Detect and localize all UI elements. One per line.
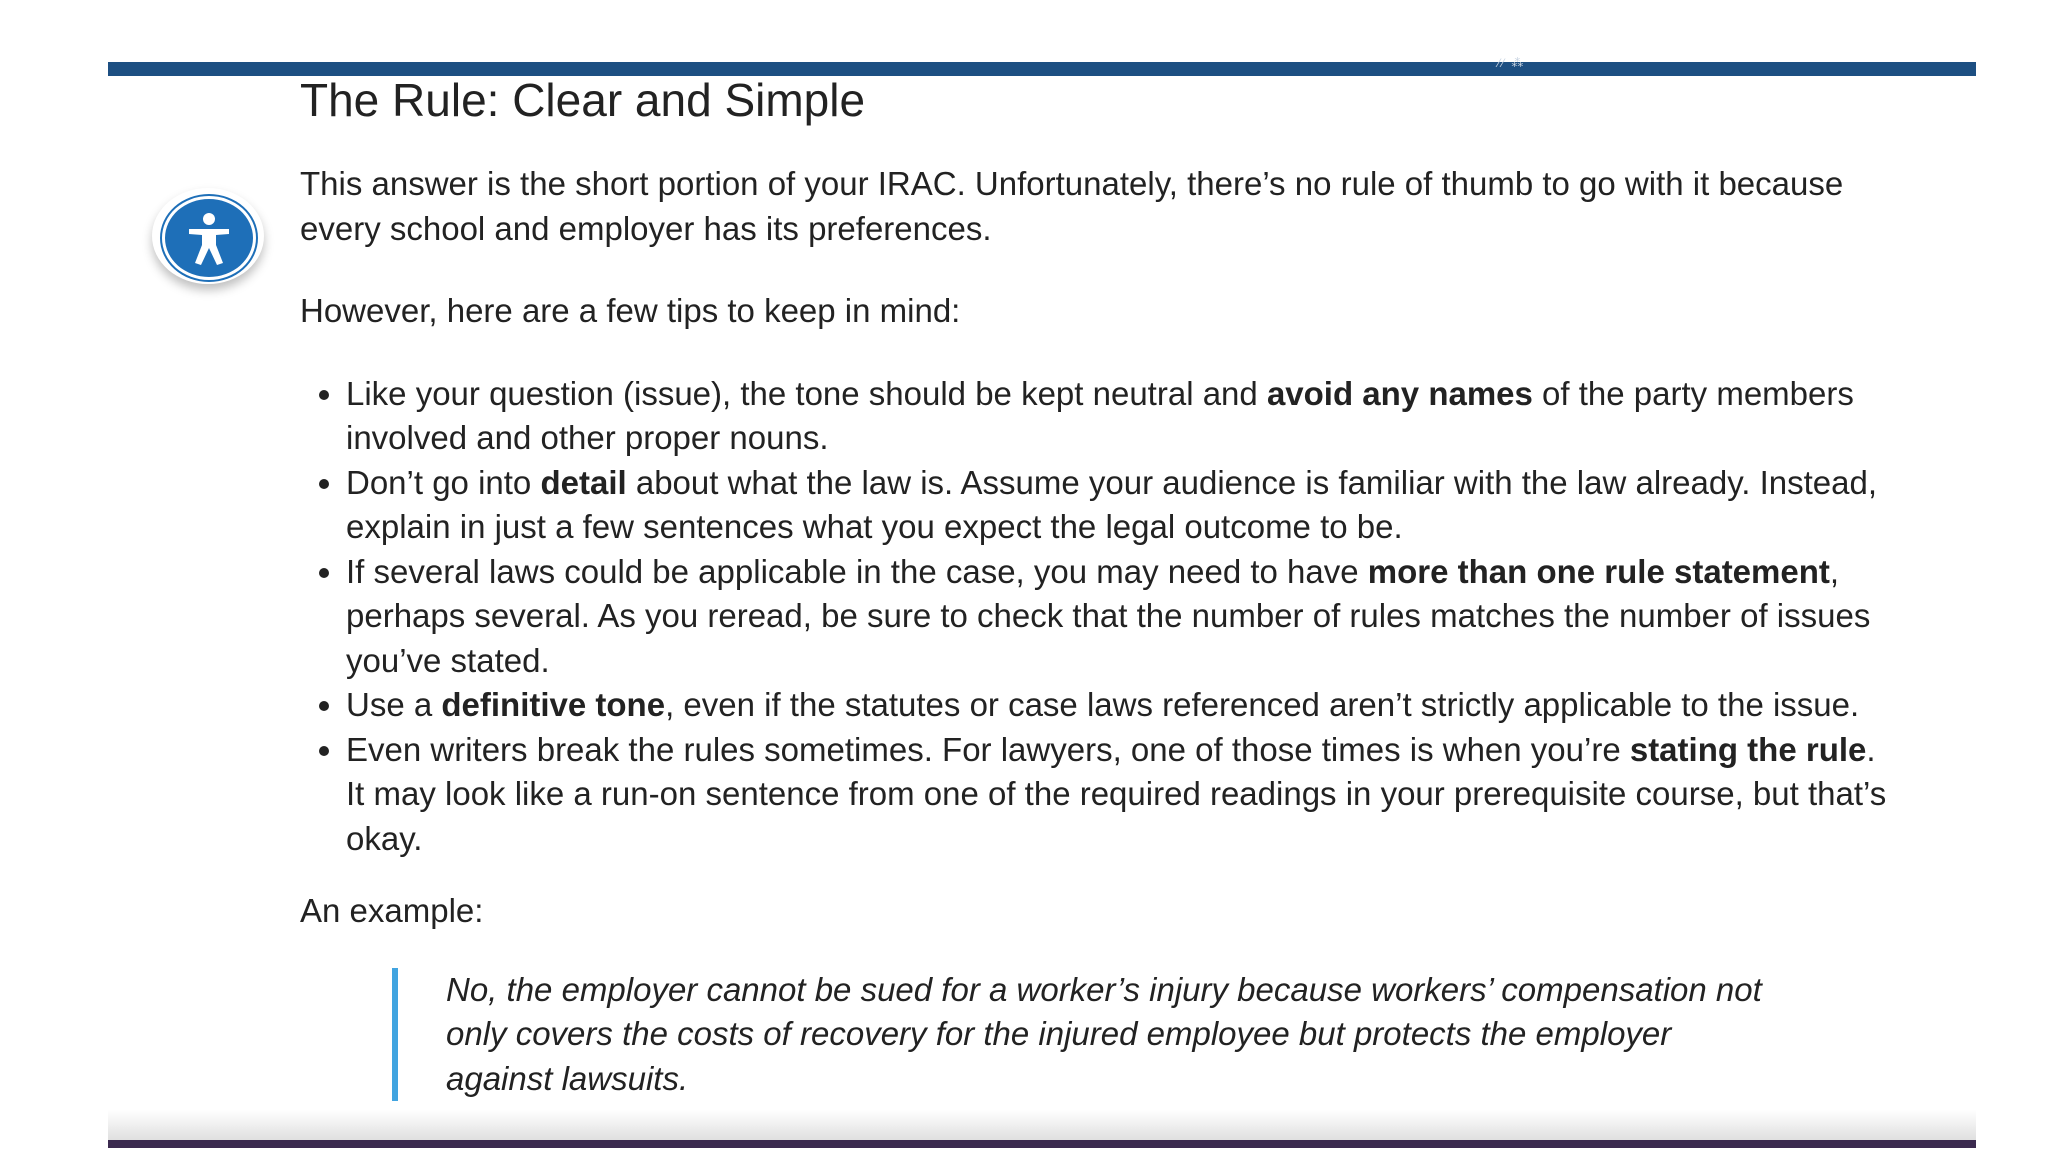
accessibility-icon bbox=[162, 196, 256, 280]
list-item: • Like your question (issue), the tone should be kept neutral and avoid any names of the party members involved and other proper nouns. bbox=[346, 372, 1900, 461]
list-item: • If several laws could be applicable in the case, you may need to have more than one rule statement, perhaps several. As you reread, be sure to check that the number of rules matches the number of issues you’ve stated. bbox=[346, 550, 1900, 684]
tips-list bbox=[300, 372, 1900, 862]
example-lead: An example: bbox=[300, 892, 484, 929]
example-quote: No, the employer cannot be sued for a worker’s injury because workers’ compensation not only covers the costs of recovery for the injured employee but protects the employer against lawsuits. bbox=[392, 968, 1766, 1102]
intro-paragraph: This answer is the short portion of your IRAC. Unfortunately, there’s no rule of thumb to go with it because every school and employer has its preferences. bbox=[300, 165, 1844, 247]
accessibility-button[interactable] bbox=[152, 188, 264, 284]
header-decoration: ⁄⁄ ⁂ bbox=[1498, 56, 1526, 70]
list-item: • Use a definitive tone, even if the statutes or case laws referenced aren’t strictly applicable to the issue. bbox=[346, 683, 1900, 728]
article-content bbox=[300, 74, 1900, 1101]
bottom-bar bbox=[108, 1140, 1976, 1148]
page-title: The Rule: Clear and Simple bbox=[300, 74, 866, 126]
tips-lead: However, here are a few tips to keep in mind: bbox=[300, 292, 961, 329]
bottom-fade bbox=[108, 1110, 1976, 1140]
list-item: • Don’t go into detail about what the law is. Assume your audience is familiar with the law already. Instead, explain in just a few sentences what you expect the legal outcome to be. bbox=[346, 461, 1900, 550]
list-item: • Even writers break the rules sometimes. For lawyers, one of those times is when you’re stating the rule. It may look like a run-on sentence from one of the required readings in your prerequisite course, but that’s okay. bbox=[346, 728, 1900, 862]
